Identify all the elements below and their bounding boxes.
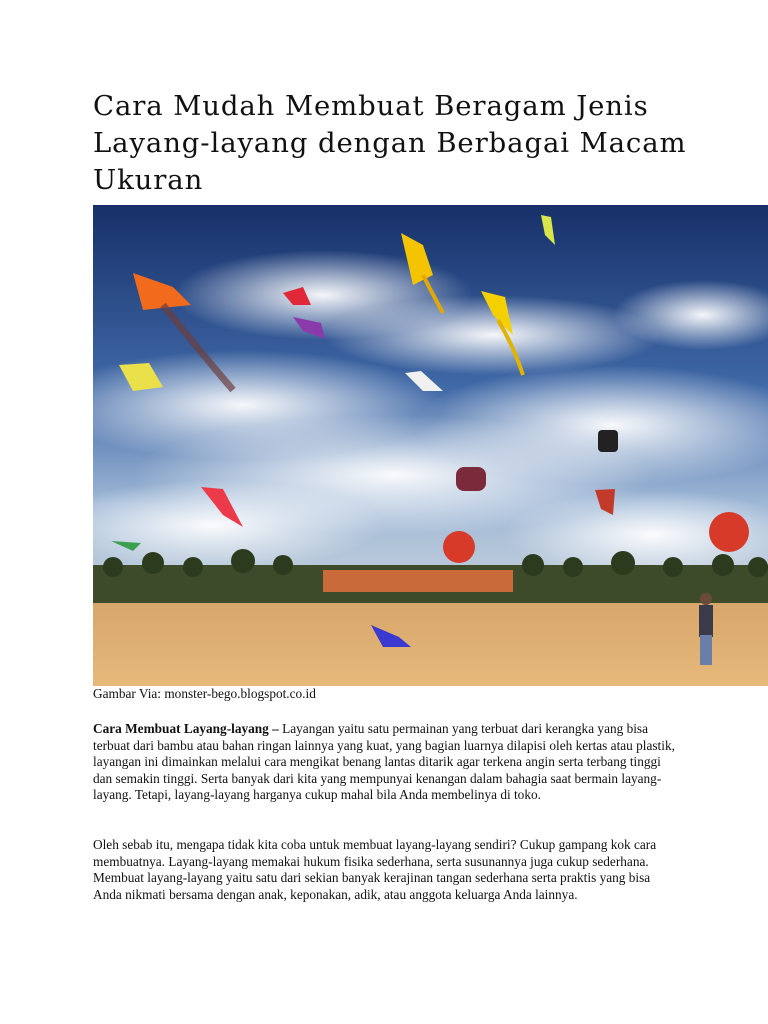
clouds bbox=[93, 250, 768, 580]
image-caption: Gambar Via: monster-bego.blogspot.co.id bbox=[93, 686, 316, 701]
intro-lead: Cara Membuat Layang-layang – bbox=[93, 721, 279, 736]
kites-beach-photo bbox=[93, 205, 768, 686]
intro-text: Layangan yaitu satu permainan yang terbuat dari kerangka yang bisa terbuat dari bambu atau bahan ringan lainnya yang kuat, yang bagian luarnya dilapisi oleh kertas atau plastik, layangan ini dimainkan melalui cara mengikat benang lantas ditarik agar terkena angin serta terbang tinggi dan semakin tinggi. Serta banyak dari kita yang mempunyai kenangan dalam bahagia saat bermain layang-layang. Tetapi, layang-layang harganya cukup mahal bila Anda membelinya di toko. bbox=[93, 721, 675, 803]
second-paragraph: Oleh sebab itu, mengapa tidak kita coba untuk membuat layang-layang sendiri? Cukup gampang kok cara membuatnya. Layang-layang memakai hukum fisika sederhana, serta susunannya juga cukup sederhana. Membuat layang-layang yaitu satu dari sekian banyak kerajinan tangan sederhana serta praktis yang bisa Anda nikmati bersama dengan anak, keponakan, adik, atau anggota keluarga Anda lainnya. bbox=[93, 837, 657, 902]
article-title: Cara Mudah Membuat Beragam Jenis Layang-layang dengan Berbagai Macam Ukuran bbox=[93, 90, 687, 196]
intro-paragraph bbox=[93, 721, 678, 804]
